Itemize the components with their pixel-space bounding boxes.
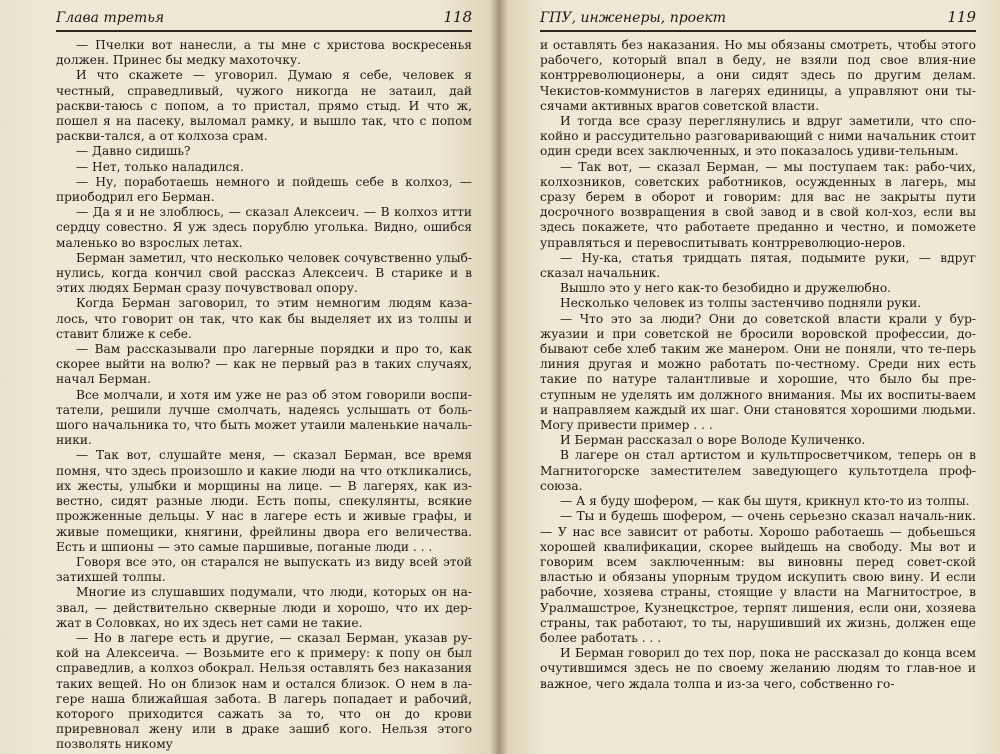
paragraph: — Вам рассказывали про лагерные порядки и про то, как скорее выйти на волю? — как не первый раз в таких случаях, начал Берман. (56, 342, 472, 387)
paragraph: В лагере он стал артистом и культпросветчиком, теперь он в Магнитогорске заместителем заведующего культотдела проф-союза. (540, 448, 976, 493)
paragraph: — Так вот, — сказал Берман, — мы поступаем так: рабо-чих, колхозников, советских работников, осужденных в лагерь, мы сразу берем в оборот и говорим: для вас не закрыты пути досрочного возвращения в свой завод и в свой кол-хоз, если вы здесь покажете, что работаете преданно и честно, и поможете управляться и перевоспитывать контрреволюцио-неров. (540, 159, 976, 250)
paragraph: И тогда все сразу переглянулись и вдруг заметили, что спо-койно и рассудительно разговаривающий с ними начальник стоит один среди всех заключенных, и это показалось удиви-тельным. (540, 114, 976, 159)
paragraph: Все молчали, и хотя им уже не раз об этом говорили воспи-татели, решили лучше смолчать, надеясь услышать от боль-шого начальника то, что быть может утаили маленькие началь-ники. (56, 387, 472, 448)
paragraph: — Ну, поработаешь немного и пойдешь себе в колхоз, — приободрил его Берман. (56, 174, 472, 205)
paragraph: Когда Берман заговорил, то этим немногим людям каза-лось, что говорит он так, что как бы выделяет их из толпы и ставит ближе к себе. (56, 296, 472, 341)
paragraph: — Да я и не злоблюсь, — сказал Алексеич. — В колхоз итти сердцу совестно. Я уж здесь порублю уголька. Видно, ошибся маленько во взрослых летах. (56, 205, 472, 250)
paragraph: И Берман рассказал о воре Володе Куличенко. (560, 433, 866, 448)
paragraph: Говоря все это, он старался не выпускать из виду всей этой затихшей толпы. (56, 554, 472, 585)
paragraph: И Берман говорил до тех пор, пока не рассказал до конца всем очутившимся здесь не по своему желанию людям то глав-ное и важное, чего ждала толпа и из-за чего, собственно го- (540, 646, 976, 691)
section-title: ГПУ, инженеры, проект (540, 10, 727, 26)
paragraph: и оставлять без наказания. Но мы обязаны смотреть, чтобы этого рабочего, который впал в беду, не взяли под свое влия-ние контрреволюционеры, а они сидят здесь по другим делам. Чекистов-коммунистов в лагерях единицы, а управляют они ты-сячами активных врагов советской власти. (540, 38, 976, 113)
paragraph: — Ты и будешь шофером, — очень серьезно сказал началь-ник. — У нас все зависит от работы. Хорошо работаешь — добьешься хорошей квалификации, скорее выйдешь на свободу. Мы вот и говорим всем заключенным: вы виновны перед совет-ской властью и обязаны упорным трудом искупить свою вину. И если рабочие, хозяева страны, стоящие у власти на Магнитострое, в Уралмашстрое, Кузнецкстрое, терпят лишения, если они, хозяева страны, так работают, то ты, нарушивший их жизнь, должен еще более работать . . . (540, 509, 976, 645)
paragraph: — Пчелки вот нанесли, а ты мне с христова воскресенья должен. Принес бы медку махоточку. (56, 38, 472, 68)
paragraph: Многие из слушавших подумали, что люди, которых он на-звал, — действительно скверные люди и хорошо, что их дер-жат в Соловках, но их здесь нет сами не такие. (56, 585, 472, 630)
paragraph: Вышло это у него как-то безобидно и дружелюбно. (560, 281, 892, 296)
page-number-left: 118 (443, 8, 472, 26)
paragraph: — Но в лагере есть и другие, — сказал Берман, указав ру-кой на Алексеича. — Возьмите его к примеру: к попу он был справедлив, а колхоз обокрал. Нельзя оставлять без наказания таких вещей. Но он близок нам и остался близок. О нем в ла-гере наша ближайшая забота. В лагерь попадает и рабочий, которого приходится сажать за то, что он до крови приревновал жену или в драке зашиб кого. Нельзя этого позволять никому (56, 630, 472, 752)
left-page-text (56, 38, 472, 753)
paragraph: И что скажете — уговорил. Думаю я себе, человек я честный, справедливый, чужого никогда не затаил, дай раскви-таюсь с попом, а то пристал, прямо стыд. И что ж, пошел я на пасеку, выломал рамку, и вышло так, что с попом раскви-тался, а от колхоза срам. (56, 68, 472, 144)
right-page (496, 0, 1000, 754)
right-page-text (540, 38, 976, 692)
paragraph: — А я буду шофером, — как бы шутя, крикнул кто-то из толпы. (560, 494, 970, 509)
left-page (0, 0, 496, 754)
right-page-header (540, 8, 976, 32)
paragraph: — Давно сидишь? (76, 144, 191, 159)
paragraph: — Ну-ка, статья тридцать пятая, подымите руки, — вдруг сказал начальник. (540, 250, 976, 281)
paragraph: — Нет, только наладился. (76, 159, 244, 174)
page-number-right: 119 (947, 8, 976, 26)
paragraph: Берман заметил, что несколько человек сочувственно улыб-нулись, когда кончил свой рассказ Алексеич. В старике и в этих людях Берман сразу почувствовал опору. (56, 250, 472, 296)
paragraph: — Что это за люди? Они до советской власти крали у бур-жуазии и при советской не бросили воровской профессии, до-бывают себе хлеб таким же манером. Они не поняли, что те-перь линия другая и можно работать по-честному. Среди них есть такие по натуре талантливые и хорошие, что было бы пре-ступным не уделять им должного внимания. Мы их воспиты-ваем и направляем каждый их шаг. Они становятся хорошими людьми. Могу привести пример . . . (540, 311, 976, 433)
paragraph: — Так вот, слушайте меня, — сказал Берман, все время помня, что здесь произошло и какие люди на что откликались, их жесты, улыбки и морщины на лице. — В лагерях, как из-вестно, сидят разные люди. Есть попы, спекулянты, всякие прожженные дельцы. У нас в лагере есть и живые графы, и живые помещики, княгини, фрейлины двора его величества. Есть и шпионы — это самые паршивые, поганые люди . . . (56, 448, 472, 554)
paragraph: Несколько человек из толпы застенчиво подняли руки. (560, 296, 922, 311)
chapter-title: Глава третья (56, 10, 165, 26)
left-page-header (56, 8, 472, 32)
